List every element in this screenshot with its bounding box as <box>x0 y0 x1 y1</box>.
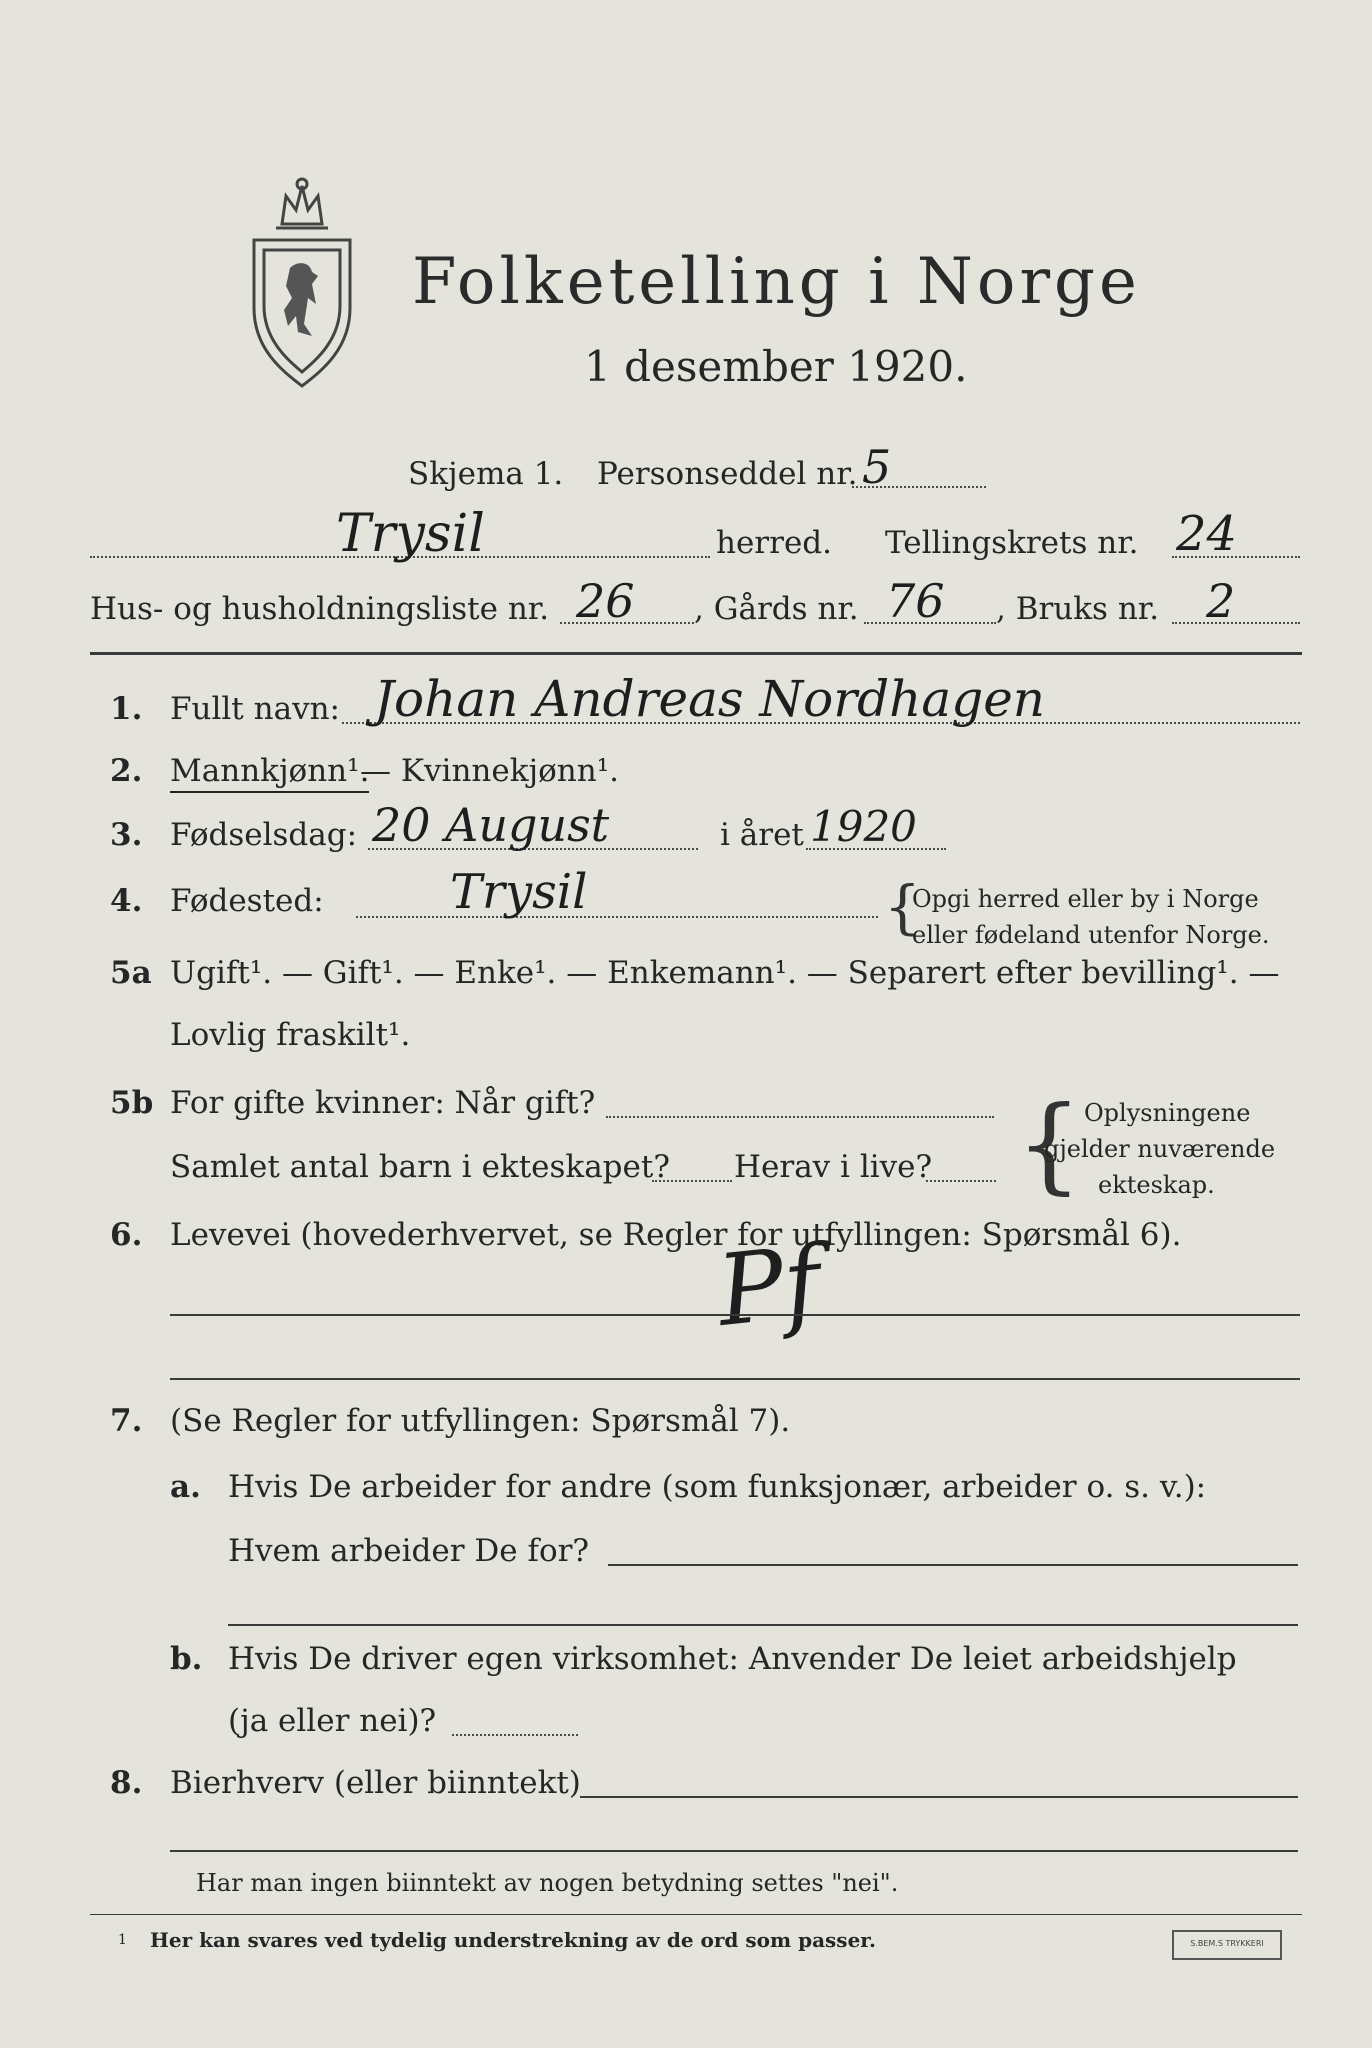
q2-female-option: — Kvinnekjønn¹. <box>360 753 619 789</box>
q5a-options-line1: Ugift¹. — Gift¹. — Enke¹. — Enkemann¹. — Separert efter bevilling¹. — <box>170 955 1280 991</box>
q7-label: (Se Regler for utfyllingen: Spørsmål 7). <box>170 1403 791 1439</box>
q3-number: 3. <box>110 817 143 853</box>
q5b-children-label: Samlet antal barn i ekteskapet? <box>170 1149 670 1185</box>
q7a-answer-line2 <box>228 1624 1298 1626</box>
gards-label: , Gårds nr. <box>694 591 859 627</box>
q7a-answer-line1 <box>608 1564 1298 1566</box>
q5b-alive-line <box>926 1180 996 1182</box>
q7b-letter: b. <box>170 1641 203 1677</box>
q8-answer-line2 <box>170 1850 1298 1852</box>
q3-year-value: 1920 <box>810 802 917 851</box>
q4-note-line2: eller fødeland utenfor Norge. <box>912 921 1270 949</box>
q7b-answer-line <box>452 1734 578 1736</box>
q5b-number: 5b <box>110 1085 154 1121</box>
q3-label: Fødselsdag: <box>170 817 358 853</box>
bruks-value: 2 <box>1206 574 1236 628</box>
husholdningsliste-value: 26 <box>576 574 635 628</box>
q5b-note-line2: gjelder nuværende <box>1044 1135 1276 1163</box>
q5a-number: 5a <box>110 955 152 991</box>
q4-line <box>356 916 878 918</box>
schema-label: Skjema 1. <box>408 456 564 492</box>
q4-number: 4. <box>110 883 143 919</box>
printer-stamp-text: S.BEM.S TRYKKERI <box>1190 1939 1264 1948</box>
q1-label: Fullt navn: <box>170 691 340 727</box>
footnote-text: Her kan svares ved tydelig understrekning av de ord som passer. <box>150 1928 876 1952</box>
q5b-note-brace: { <box>1016 1083 1083 1205</box>
herred-value: Trysil <box>336 504 485 564</box>
q7a-line1: Hvis De arbeider for andre (som funksjonær, arbeider o. s. v.): <box>228 1469 1207 1505</box>
q6-occupation-value: Pf <box>712 1224 826 1350</box>
footnote-divider <box>90 1914 1302 1915</box>
q8-answer-line1 <box>580 1796 1298 1798</box>
q5b-when-married-label: For gifte kvinner: Når gift? <box>170 1085 596 1121</box>
q6-line2 <box>170 1378 1300 1380</box>
header-divider <box>90 652 1302 655</box>
page-title: Folketelling i Norge <box>412 245 1141 319</box>
bruks-label: , Bruks nr. <box>996 591 1160 627</box>
q6-line1 <box>170 1314 1300 1316</box>
tellingskrets-value: 24 <box>1176 506 1238 562</box>
gards-value: 76 <box>886 574 945 628</box>
q5b-note-line1: Oplysningene <box>1084 1099 1251 1127</box>
q6-number: 6. <box>110 1217 143 1253</box>
q5a-options-line2: Lovlig fraskilt¹. <box>170 1017 411 1053</box>
q1-number: 1. <box>110 691 143 727</box>
footer-note: Har man ingen biinntekt av nogen betydning settes "nei". <box>196 1869 899 1897</box>
q3-year-label: i året <box>720 817 804 853</box>
q2-male-option: Mannkjønn¹. <box>170 756 369 793</box>
q4-label: Fødested: <box>170 883 324 919</box>
q7b-line1: Hvis De driver egen virksomhet: Anvender De leiet arbeidshjelp <box>228 1641 1237 1677</box>
q4-note-line1: Opgi herred eller by i Norge <box>912 885 1259 913</box>
personseddel-label: Personseddel nr. <box>597 456 858 492</box>
q3-birthday-value: 20 August <box>372 798 610 852</box>
coat-of-arms-icon <box>246 176 358 390</box>
tellingskrets-label: Tellingskrets nr. <box>885 525 1139 561</box>
q8-number: 8. <box>110 1765 143 1801</box>
q7a-letter: a. <box>170 1469 201 1505</box>
q1-full-name-value: Johan Andreas Nordhagen <box>374 670 1045 728</box>
q4-birthplace-value: Trysil <box>450 864 588 920</box>
q5b-children-line <box>652 1180 732 1182</box>
q7-number: 7. <box>110 1403 143 1439</box>
footnote-mark: 1 <box>118 1932 127 1948</box>
bruks-line <box>1172 622 1300 624</box>
q7b-line2: (ja eller nei)? <box>228 1703 437 1739</box>
husholdningsliste-label: Hus- og husholdningsliste nr. <box>90 591 550 627</box>
q5b-alive-label: Herav i live? <box>734 1149 933 1185</box>
q5b-note-line3: ekteskap. <box>1098 1171 1215 1199</box>
q2-number: 2. <box>110 753 143 789</box>
herred-label: herred. <box>716 525 832 561</box>
personseddel-value: 5 <box>862 440 892 494</box>
q6-label: Levevei (hovederhvervet, se Regler for utfyllingen: Spørsmål 6). <box>170 1217 1182 1253</box>
q7a-line2: Hvem arbeider De for? <box>228 1533 590 1569</box>
printer-stamp <box>1172 1930 1282 1960</box>
census-date: 1 desember 1920. <box>584 342 968 391</box>
q8-label: Bierhverv (eller biinntekt) <box>170 1765 581 1801</box>
q5b-when-married-line <box>606 1116 994 1118</box>
q4-note-brace: { <box>884 873 921 941</box>
